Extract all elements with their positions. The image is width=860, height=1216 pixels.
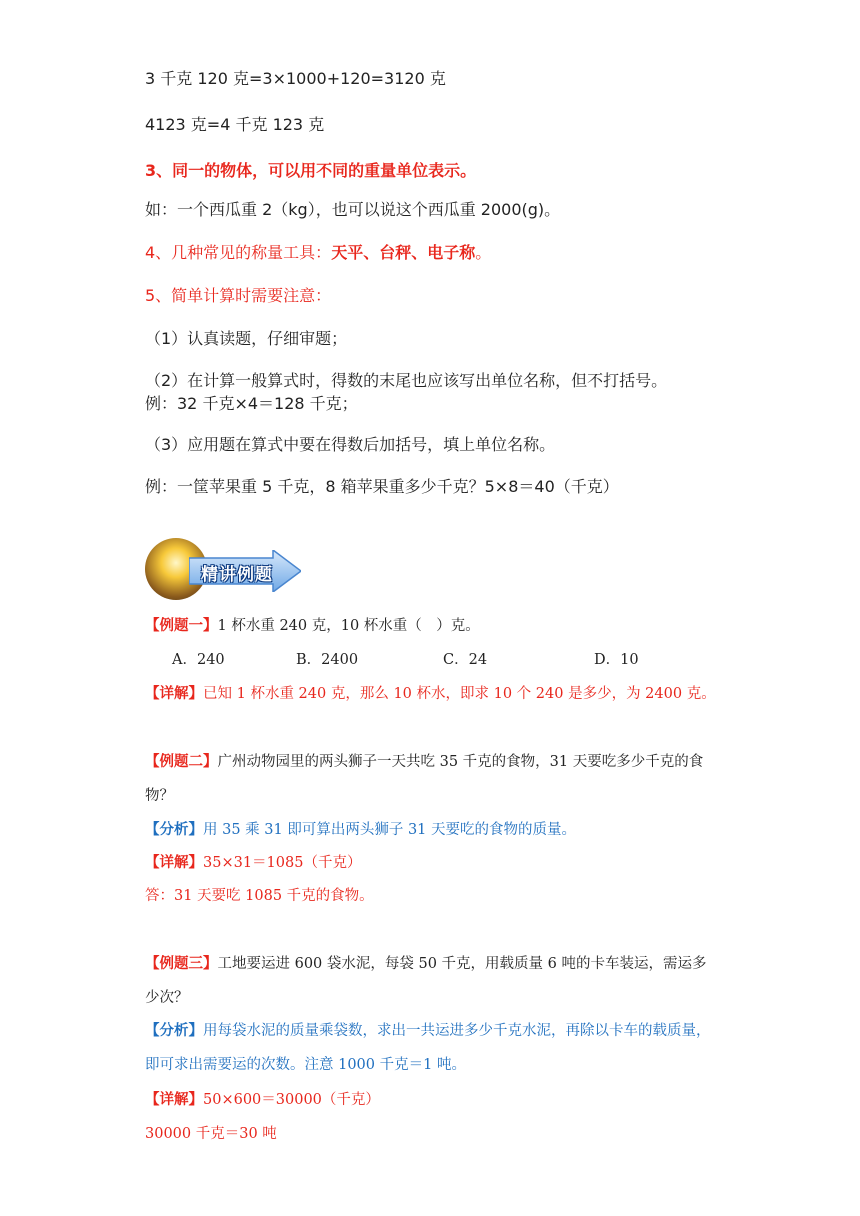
example-3-analysis-cont: 即可求出需要运的次数。注意 1000 千克＝1 吨。: [145, 1057, 466, 1073]
example-2-detail-text: 35×31＝1085（千克）: [203, 855, 362, 871]
point-3-example: 如：一个西瓜重 2（kg），也可以说这个西瓜重 2000(g)。: [145, 200, 561, 219]
example-2-answer: 答：31 天要吃 1085 千克的食物。: [145, 888, 374, 904]
example-1-question: [145, 614, 480, 635]
example-2-detail: [145, 851, 361, 872]
example-2-analysis-text: 用 35 乘 31 即可算出两头狮子 31 天要吃的食物的质量。: [203, 822, 577, 838]
example-3-question-cont: 少次？: [145, 990, 189, 1006]
example-3-text: 工地要运进 600 袋水泥，每袋 50 千克，用载质量 6 吨的卡车装运，需运多: [217, 956, 707, 972]
point-5-heading: 5、简单计算时需要注意：: [145, 286, 332, 305]
point-4-tools: 天平、台秤、电子称: [331, 243, 476, 262]
example-3-tag: 【例题三】: [145, 955, 218, 972]
note-3: （3）应用题在算式中要在得数后加括号，填上单位名称。: [145, 435, 556, 454]
example-3-question: [145, 952, 707, 973]
section-banner: [145, 538, 305, 604]
example-2-question: [145, 750, 703, 771]
example-1-tag: 【例题一】: [145, 617, 218, 634]
example-1-detail-text: 已知 1 杯水重 240 克，那么 10 杯水，即求 10 个 240 是多少，为 2400 克。: [203, 686, 716, 702]
option-c: C．24: [443, 652, 488, 668]
example-3-detail-cont: 30000 千克＝30 吨: [145, 1126, 277, 1142]
example-3-analysis-tag: 【分析】: [145, 1022, 203, 1039]
note-3-example: 例：一筐苹果重 5 千克，8 箱苹果重多少千克？5×8＝40（千克）: [145, 477, 619, 496]
example-1-text: 1 杯水重 240 克，10 杯水重（ ）克。: [217, 618, 480, 634]
example-1-detail-tag: 【详解】: [145, 685, 203, 702]
example-3-detail-tag: 【详解】: [145, 1091, 203, 1108]
conversion-line-2: 4123 克=4 千克 123 克: [145, 115, 325, 134]
note-2: （2）在计算一般算式时，得数的末尾也应该写出单位名称，但不打括号。: [145, 371, 668, 390]
example-2-analysis-tag: 【分析】: [145, 821, 203, 838]
point-3-heading: 3、同一的物体，可以用不同的重量单位表示。: [145, 161, 477, 180]
example-3-analysis-text: 用每袋水泥的质量乘袋数，求出一共运进多少千克水泥，再除以卡车的载质量，: [203, 1023, 711, 1039]
point-4-end: 。: [475, 243, 492, 262]
example-2-text: 广州动物园里的两头狮子一天共吃 35 千克的食物，31 天要吃多少千克的食: [217, 754, 704, 770]
example-3-detail-text: 50×600＝30000（千克）: [203, 1092, 380, 1108]
banner-title: 精讲例题: [201, 565, 273, 585]
point-4-label: 4、几种常见的称量工具：: [145, 243, 332, 262]
example-3-detail: [145, 1088, 380, 1109]
note-1: （1）认真读题，仔细审题；: [145, 329, 348, 348]
conversion-line-1: 3 千克 120 克=3×1000+120=3120 克: [145, 69, 446, 88]
example-2-question-cont: 物？: [145, 788, 174, 804]
note-2-example: 例：32 千克×4＝128 千克；: [145, 394, 358, 413]
example-2-analysis: [145, 818, 576, 839]
example-1-detail: [145, 682, 716, 703]
option-a: A．240: [172, 652, 225, 668]
option-b: B．2400: [296, 652, 359, 668]
example-2-detail-tag: 【详解】: [145, 854, 203, 871]
example-2-tag: 【例题二】: [145, 753, 218, 770]
option-d: D．10: [594, 652, 639, 668]
point-4-line: [145, 240, 491, 263]
example-3-analysis: [145, 1019, 711, 1040]
